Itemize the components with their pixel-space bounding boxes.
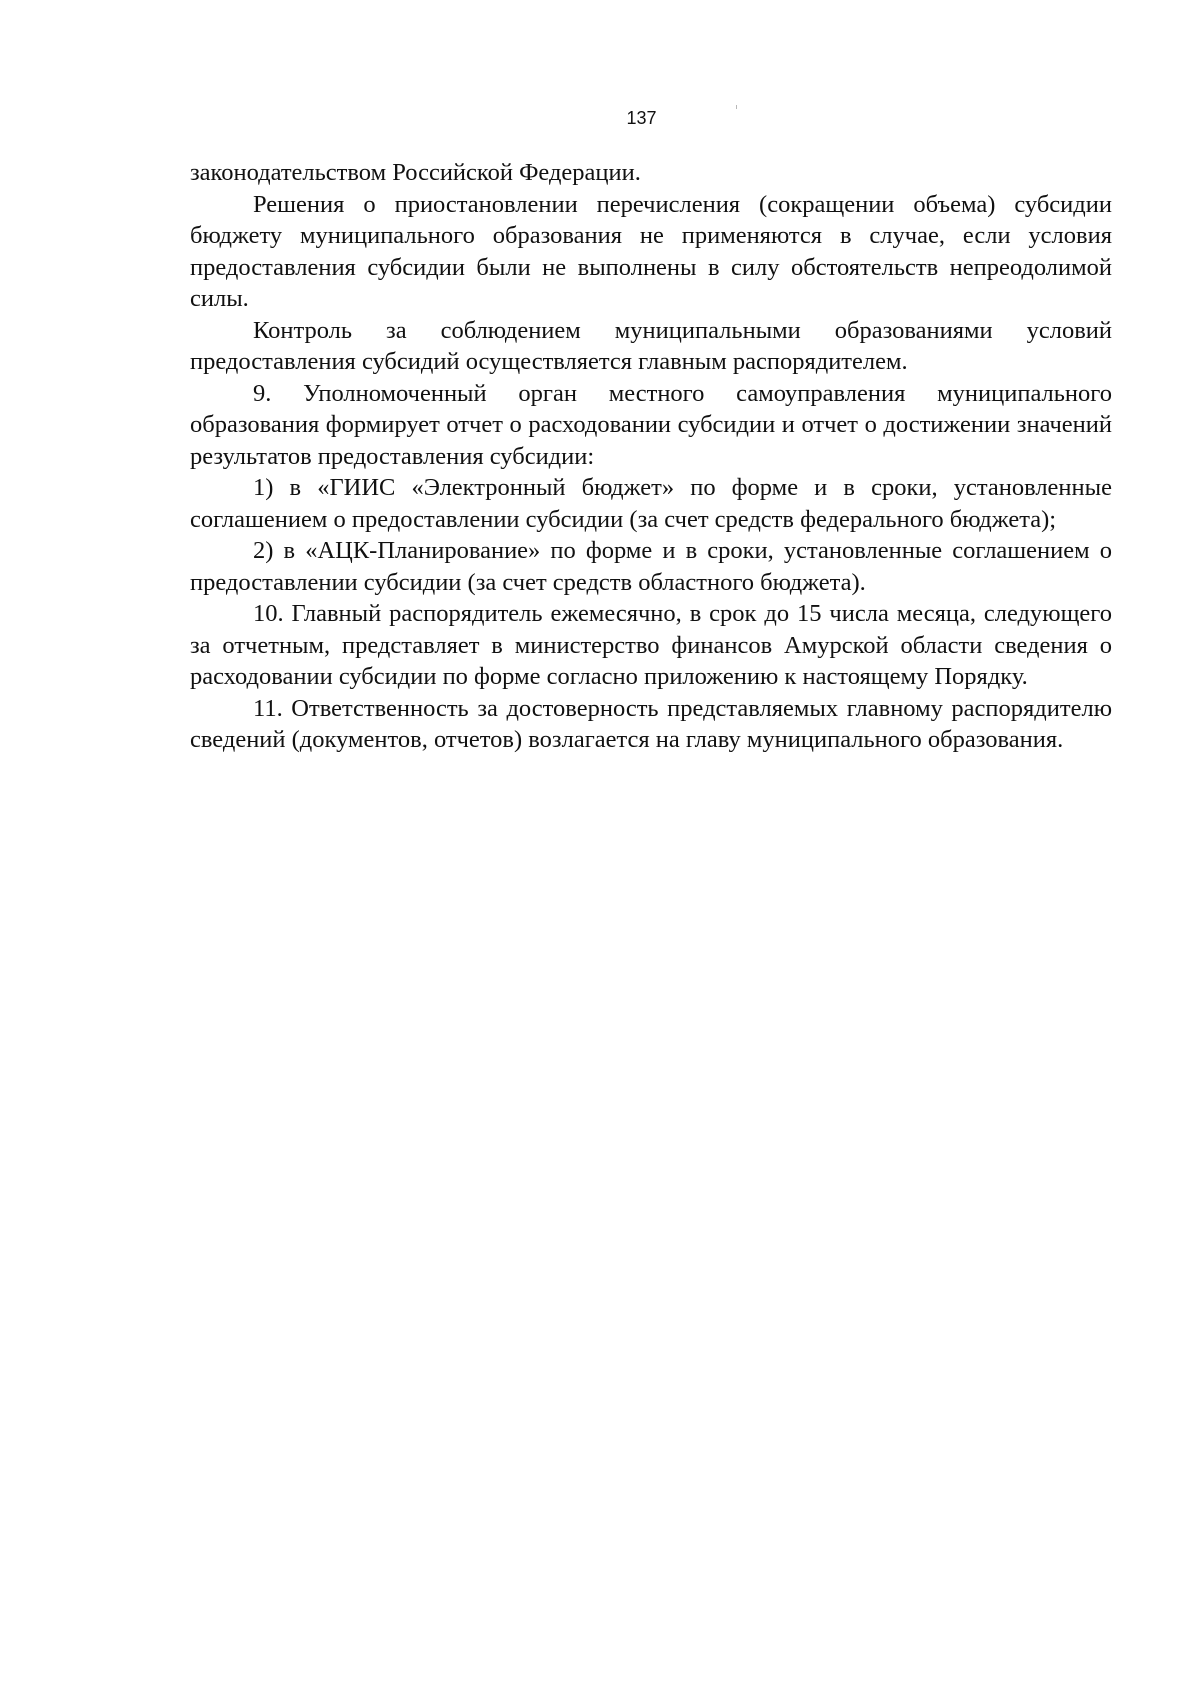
- paragraph-continuation: законодательством Российской Федерации.: [190, 159, 641, 186]
- paragraph-item-9: 9. Уполномоченный орган местного самоуправления муниципального образования формирует отчет о расходовании субсидии и отчет о достижении значений результатов предоставления субсидии:: [190, 379, 1112, 470]
- paragraph-control: Контроль за соблюдением муниципальными образованиями условий предоставления субсидий осуществляется главным распорядителем.: [190, 316, 1112, 375]
- paragraph-item-10: 10. Главный распорядитель ежемесячно, в срок до 15 числа месяца, следующего за отчетным, представляет в министерство финансов Амурской области сведения о расходовании субсидии по форме согласно приложению к настоящему Порядку.: [190, 600, 1112, 690]
- paragraph-item-11: 11. Ответственность за достоверность представляемых главному распорядителю сведений (документов, отчетов) возлагается на главу муниципального образования.: [190, 694, 1112, 753]
- paragraph-subitem-2: 2) в «АЦК-Планирование» по форме и в сроки, установленные соглашением о предоставлении субсидии (за счет средств областного бюджета).: [190, 537, 1112, 596]
- paragraph-subitem-1: 1) в «ГИИС «Электронный бюджет» по форме и в сроки, установленные соглашением о предоставлении субсидии (за счет средств федерального бюджета);: [190, 474, 1112, 533]
- page-number: 137: [626, 108, 657, 128]
- paragraph-suspension-decisions: Решения о приостановлении перечисления (сокращении объема) субсидии бюджету муниципального образования не применяются в случае, если условия предоставления субсидии были не выполнены в силу обстоятельств непреодолимой силы.: [190, 190, 1112, 312]
- document-body: [190, 157, 1112, 756]
